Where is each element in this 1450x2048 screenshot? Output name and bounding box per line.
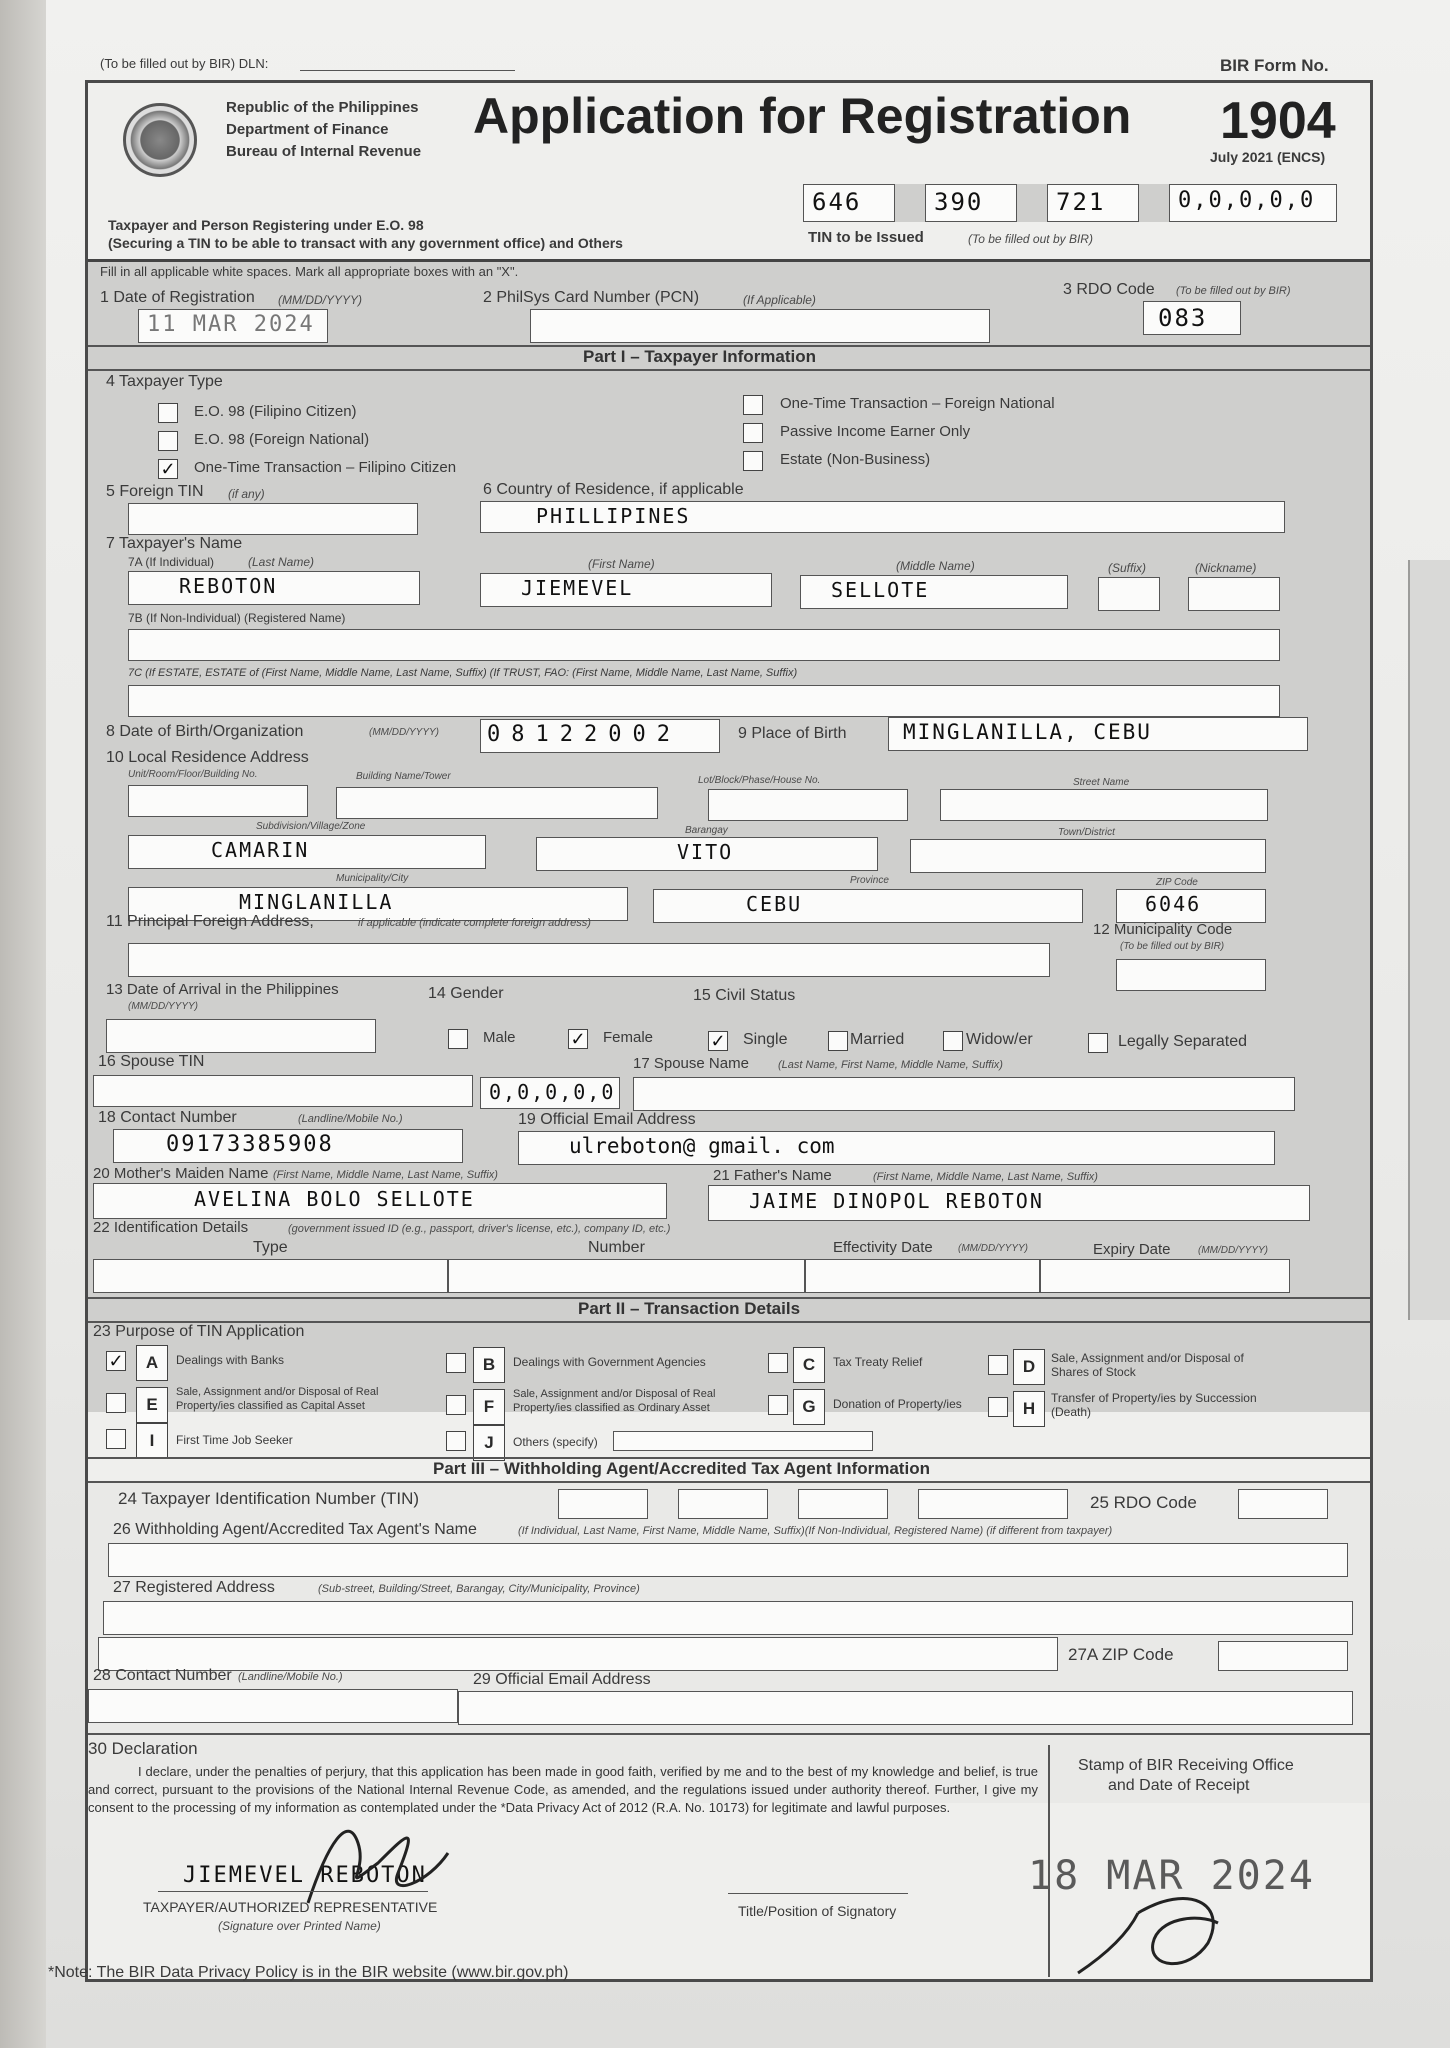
type-eo98-foreign-checkbox[interactable] <box>158 431 178 451</box>
f21-label: 21 Father's Name <box>713 1167 832 1184</box>
f14-label: 14 Gender <box>428 985 504 1002</box>
taxpayer-signature-icon <box>278 1803 478 1913</box>
f23-label: 23 Purpose of TIN Application <box>93 1323 305 1340</box>
nickname[interactable] <box>1188 577 1280 611</box>
col-effectivity: Effectivity Date <box>833 1239 933 1256</box>
f20-label: 20 Mother's Maiden Name <box>93 1165 269 1182</box>
purpose-j-checkbox[interactable] <box>446 1431 466 1451</box>
tin-branch-box[interactable]: 0,0,0,0,0 <box>1169 184 1337 222</box>
f9-label: 9 Place of Birth <box>738 725 847 742</box>
f12-label: 12 Municipality Code <box>1093 921 1233 938</box>
f17-label: 17 Spouse Name <box>633 1055 749 1072</box>
background-page-edge <box>1408 560 1450 1320</box>
agent-tin-3[interactable] <box>798 1489 888 1519</box>
taxpayer-heading: Taxpayer and Person Registering under E.O. 98 <box>108 217 424 233</box>
f16-label: 16 Spouse TIN <box>98 1053 205 1070</box>
purpose-h-checkbox[interactable] <box>988 1397 1008 1417</box>
foreign-address[interactable] <box>128 943 1050 977</box>
stamp-label-2: and Date of Receipt <box>1108 1777 1250 1794</box>
agent-zip[interactable] <box>1218 1641 1348 1671</box>
f5-label: 5 Foreign TIN <box>106 483 204 500</box>
f19-label: 19 Official Email Address <box>518 1111 696 1128</box>
f4-label: 4 Taxpayer Type <box>106 373 223 390</box>
instruction: Fill in all applicable white spaces. Mark all appropriate boxes with an "X". <box>100 264 519 279</box>
f30-label: 30 Declaration <box>88 1739 198 1758</box>
tin-label: TIN to be Issued <box>808 229 924 246</box>
date-of-registration[interactable]: 11 MAR 2024 <box>138 309 328 343</box>
form-number: 1904 <box>1220 92 1336 150</box>
status-single-checkbox[interactable]: ✓ <box>708 1031 728 1051</box>
f1-label: 1 Date of Registration <box>100 289 255 306</box>
gender-female-checkbox[interactable]: ✓ <box>568 1029 588 1049</box>
status-married-checkbox[interactable] <box>828 1031 848 1051</box>
purpose-a-checkbox[interactable]: ✓ <box>106 1351 126 1371</box>
f11-label: 11 Principal Foreign Address, <box>106 913 314 930</box>
agent-rdo-code[interactable] <box>1238 1489 1328 1519</box>
agent-name[interactable] <box>108 1543 1348 1577</box>
registered-name[interactable] <box>128 629 1280 661</box>
lot-no[interactable] <box>708 789 908 821</box>
signature-caption: TAXPAYER/AUTHORIZED REPRESENTATIVE <box>143 1899 438 1915</box>
philsys-number[interactable] <box>530 309 990 343</box>
suffix[interactable] <box>1098 577 1160 611</box>
col-type: Type <box>253 1239 288 1256</box>
tin-box-2[interactable]: 390 <box>925 184 1017 222</box>
agency-line-1: Republic of the Philippines <box>226 99 419 116</box>
last-name[interactable]: REBOTON <box>128 571 420 605</box>
dln-line <box>300 70 515 71</box>
others-specify-input[interactable] <box>613 1431 873 1451</box>
middle-name[interactable]: SELLOTE <box>800 575 1068 609</box>
tin-note: (To be filled out by BIR) <box>968 232 1093 246</box>
estate-trust-name[interactable] <box>128 685 1280 717</box>
f27-label: 27 Registered Address <box>113 1579 275 1596</box>
part1-heading: Part I – Taxpayer Information <box>583 347 817 366</box>
f10-label: 10 Local Residence Address <box>106 749 309 766</box>
subdivision[interactable]: CAMARIN <box>128 835 486 869</box>
agent-tin-1[interactable] <box>558 1489 648 1519</box>
email-address[interactable]: ulreboton@ gmail. com <box>518 1131 1275 1165</box>
building-name[interactable] <box>336 787 658 819</box>
agent-tin-branch[interactable] <box>918 1489 1068 1519</box>
agent-address[interactable] <box>103 1601 1353 1635</box>
form-version: July 2021 (ENCS) <box>1210 149 1326 165</box>
status-widow-checkbox[interactable] <box>943 1031 963 1051</box>
barangay[interactable]: VITO <box>536 837 878 871</box>
foreign-tin[interactable] <box>128 503 418 535</box>
f8-label: 8 Date of Birth/Organization <box>106 723 304 740</box>
f15-label: 15 Civil Status <box>693 987 796 1004</box>
part3-heading: Part III – Withholding Agent/Accredited Tax Agent Information <box>433 1459 930 1478</box>
spouse-name[interactable] <box>633 1077 1295 1111</box>
date-of-birth[interactable]: 08122002 <box>480 719 720 753</box>
first-name[interactable]: JIEMEVEL <box>480 573 772 607</box>
agency-line-3: Bureau of Internal Revenue <box>226 143 422 160</box>
type-passive-income-checkbox[interactable] <box>743 423 763 443</box>
f26-label: 26 Withholding Agent/Accredited Tax Agent's Name <box>113 1521 477 1538</box>
place-of-birth[interactable]: MINGLANILLA, CEBU <box>888 717 1308 751</box>
agent-contact-number[interactable] <box>88 1689 458 1723</box>
taxpayer-subheading: (Securing a TIN to be able to transact with any government office) and Others <box>108 235 623 251</box>
type-estate-checkbox[interactable] <box>743 451 763 471</box>
id-type[interactable] <box>93 1259 448 1293</box>
agent-email[interactable] <box>458 1691 1353 1725</box>
tin-box-3[interactable]: 721 <box>1047 184 1139 222</box>
f13-label: 13 Date of Arrival in the Philippines <box>106 981 339 998</box>
f27a-label: 27A ZIP Code <box>1068 1645 1174 1664</box>
fathers-name[interactable]: JAIME DINOPOL REBOTON <box>708 1185 1310 1221</box>
mothers-maiden-name[interactable]: AVELINA BOLO SELLOTE <box>93 1183 667 1219</box>
agent-address-2[interactable] <box>98 1637 1058 1671</box>
purpose-e-checkbox[interactable] <box>106 1393 126 1413</box>
form-title: Application for Registration <box>473 88 1132 144</box>
id-effectivity-date[interactable] <box>805 1259 1040 1293</box>
date-of-arrival[interactable] <box>106 1019 376 1053</box>
part2-heading: Part II – Transaction Details <box>578 1299 801 1318</box>
agent-tin-2[interactable] <box>678 1489 768 1519</box>
privacy-note: *Note: The BIR Data Privacy Policy is in the BIR website (www.bir.gov.ph) <box>48 1964 569 1981</box>
title-position-caption: Title/Position of Signatory <box>738 1903 897 1919</box>
street-name[interactable] <box>940 789 1268 821</box>
f2-label: 2 PhilSys Card Number (PCN) <box>483 289 700 306</box>
declaration-text: I declare, under the penalties of perjury, that this application has been made in good faith, verified by me and to the best of my knowledge and belief, is true and correct, pursuant to the provisions of the National Internal Revenue Code, as amended, and the regulations issued under authority thereof. Further, I give my consent to the processing of my information as contemplated under the *Data Privacy Act of 2012 (R.A. No. 10173) for legitimate and lawful purposes. <box>88 1764 1038 1815</box>
receipt-stamp-date: 18 MAR 2024 <box>1028 1853 1315 1899</box>
purpose-f-checkbox[interactable] <box>446 1395 466 1415</box>
purpose-b-checkbox[interactable] <box>446 1353 466 1373</box>
municipality-city[interactable]: MINGLANILLA <box>128 887 628 921</box>
f29-label: 29 Official Email Address <box>473 1671 651 1688</box>
f3-label: 3 RDO Code <box>1063 281 1155 298</box>
province[interactable]: CEBU <box>653 889 1083 923</box>
col-number: Number <box>588 1239 645 1256</box>
rdo-code[interactable]: 083 <box>1143 301 1241 335</box>
id-expiry-date[interactable] <box>1040 1259 1290 1293</box>
f28-label: 28 Contact Number <box>93 1667 232 1684</box>
f22-label: 22 Identification Details <box>93 1219 249 1236</box>
tin-box-1[interactable]: 646 <box>803 184 895 222</box>
agency-line-2: Department of Finance <box>226 121 389 138</box>
signer-printed-name: JIEMEVEL REBOTON <box>183 1863 427 1888</box>
type-onetime-filipino-checkbox[interactable]: ✓ <box>158 459 178 479</box>
type-eo98-filipino-checkbox[interactable] <box>158 403 178 423</box>
dln-label: (To be filled out by BIR) DLN: <box>100 56 269 71</box>
unit-no[interactable] <box>128 785 308 817</box>
municipality-code[interactable] <box>1116 959 1266 991</box>
receiver-signature-icon <box>1068 1873 1268 1983</box>
purpose-g-checkbox[interactable] <box>768 1395 788 1415</box>
zip-code[interactable]: 6046 <box>1116 889 1266 923</box>
page-shadow-left <box>0 0 46 2048</box>
type-onetime-foreign-checkbox[interactable] <box>743 395 763 415</box>
town-district[interactable] <box>910 839 1266 873</box>
contact-number[interactable]: 09173385908 <box>113 1129 463 1163</box>
form-label: BIR Form No. <box>1220 56 1329 75</box>
f25-label: 25 RDO Code <box>1090 1493 1197 1512</box>
f18-label: 18 Contact Number <box>98 1109 237 1126</box>
purpose-d-checkbox[interactable] <box>988 1355 1008 1375</box>
gender-male-checkbox[interactable] <box>448 1029 468 1049</box>
bir-seal-icon <box>123 103 197 177</box>
id-number[interactable] <box>448 1259 805 1293</box>
f24-label: 24 Taxpayer Identification Number (TIN) <box>118 1489 420 1508</box>
stamp-label-1: Stamp of BIR Receiving Office <box>1078 1757 1294 1774</box>
country-of-residence[interactable]: PHILLIPINES <box>480 501 1285 533</box>
spouse-tin-branch[interactable]: 0,0,0,0,0 <box>480 1077 620 1109</box>
f6-label: 6 Country of Residence, if applicable <box>483 481 744 498</box>
purpose-c-checkbox[interactable] <box>768 1353 788 1373</box>
purpose-i-checkbox[interactable] <box>106 1429 126 1449</box>
bir-form-1904: Republic of the Philippines Department of Finance Bureau of Internal Revenue Application for Registration 1904 July 2021 (ENCS) Taxpayer and Person Registering under E.O. 98 (Securing a TIN to be able to transact with any government office) and Others 646 390 721 0,0,0,0,0 TIN to be Issued (To be filled out by BIR) Fill in all applicable white spaces. Mark all appropriate boxes with an "X". 1 Date of Registration (MM/DD/YYYY) 11 MAR 2024 2 PhilSys Card Number (PCN) (If Applicable) 3 RDO Code (To be filled out by BIR) 083 Part I – Taxpayer Information 4 Taxpayer Type E.O. 98 (Filipino Citizen) E.O. 98 (Foreign National) ✓ One-Time Transaction – Filipino Citizen One-Time Transaction – Foreign National Passive Income Earner Only Estate (Non-Business) 5 Foreign TIN (if any) 6 Country of Residence, if applicable PHILLIPINES 7 Taxpayer's Name 7A (If Individual) (Last Name) (First Name) (Middle Name) (Suffix) (Nickname) REBOTON JIEMEVEL SELLOTE 7B (If Non-Individual) (Registered Name) 7C (If ESTATE, ESTATE of (First Name, Middle Name, Last Name, Suffix) (If TRUST, FAO: (First Name, Middle Name, Last Name, Suffix) 8 Date of Birth/Organization (MM/DD/YYYY) 08122002 9 Place of Birth MINGLANILLA, CEBU 10 Local Residence Address Unit/Room/Floor/Building No. Building Name/Tower Lot/Block/Phase/House No. Street Name Subdivision/Village/Zone Barangay Town/District CAMARIN VITO Municipality/City Province ZIP Code MINGLANILLA CEBU 6046 11 Principal Foreign Address, if applicable (indicate complete foreign address) 12 Municipality Code (To be filled out by BIR) 13 Date of Arrival in the Philippines (MM/DD/YYYY) 14 Gender Male ✓ Female 15 Civil Status ✓ Single Married Widow/er Legally Separated 16 Spouse TIN 0,0,0,0,0 17 Spouse Name (Last Name, First Name, Middle Name, Suffix) 18 Contact Number (Landline/Mobile No.) 09173385908 19 Official Email Address ulreboton@ gmail. com 20 Mother's Maiden Name (First Name, Middle Name, Last Name, Suffix) AVELINA BOLO SELLOTE 21 Father's Name (First Name, Middle Name, Last Name, Suffix) JAIME DINOPOL REBOTON 22 Identification Details (government issued ID (e.g., passport, driver's license, etc.), company ID, etc.) Type Number Effectivity Date (MM/DD/YYYY) Expiry Date (MM/DD/YYYY) Part II – Transaction Details 23 Purpose of TIN Application ✓ A Dealings with Banks B Dealings with Government Agencies C Tax Treaty Relief D Sale, Assignment and/or Disposal of Shares of Stock E Sale, Assignment and/or Disposal of Real Property/ies classified as Capital Asset F Sale, Assignment and/or Disposal of Real Property/ies classified as Ordinary Asset G Donation of Property/ies H Transfer of Property/ies by Succession (Death) I First Time Job Seeker J Others (specify) Part III – Withholding Agent/Accredited Tax Agent Information 24 Taxpayer Identification Number (TIN) 25 RDO Code 26 Withholding Agent/Accredited Tax Agent's Name (If Individual, Last Name, First Name, Middle Name, Suffix)(If Non-Individual, Registered Name) (if different from taxpayer) 27 Registered Address (Sub-street, Building/Street, Barangay, City/Municipality, Province) 27A ZIP Code 28 Contact Number (Landline/Mobile No.) 29 Official Email Address 30 Declaration I declare, under the penalties of perjury, that this application has been made in good faith, verified by me and to the best of my knowledge and belief, is true and correct, pursuant to the provisions of the National Internal Revenue Code, as amended, and the regulations issued under authority thereof. Further, I give my consent to the processing of my information as contemplated under the *Data Privacy Act of 2012 (R.A. No. 10173) for legitimate and lawful purposes. Stamp of BIR Receiving Office and Date of Receipt 18 MAR 2024 JIEMEVEL REBOTON TAXPAYER/AUTHORIZED REPRESENTATIVE (Signature over Printed Name) Title/Position of Signatory <box>85 80 1373 1982</box>
f7-label: 7 Taxpayer's Name <box>106 535 243 552</box>
col-expiry: Expiry Date <box>1093 1241 1171 1258</box>
spouse-tin[interactable] <box>93 1075 473 1107</box>
status-legally-separated-checkbox[interactable] <box>1088 1033 1108 1053</box>
